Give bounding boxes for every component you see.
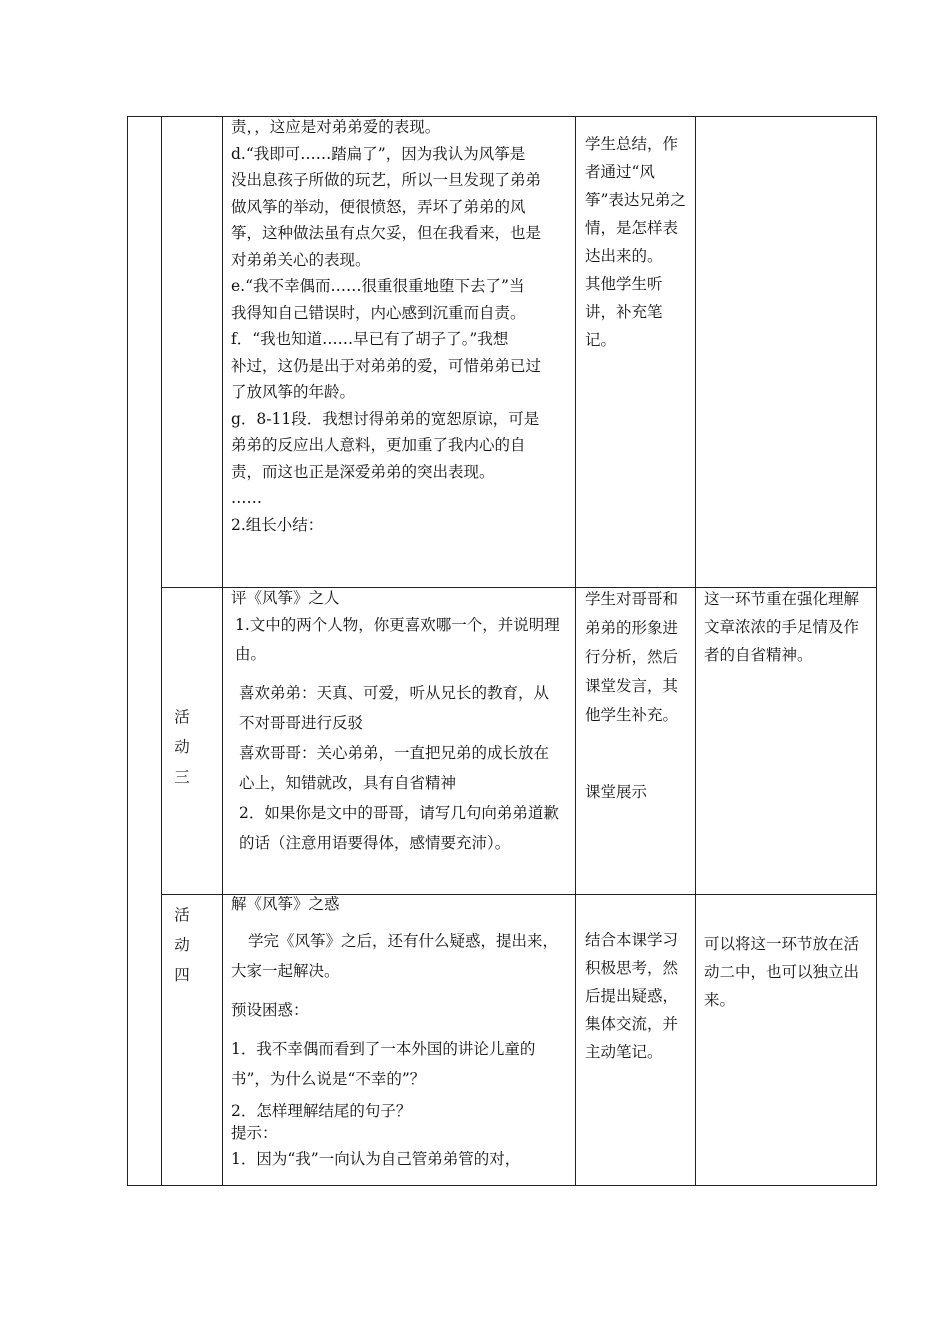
col-divider-1 — [161, 116, 162, 1186]
row2-q2: 2．如果你是文中的哥哥，请写几句向弟弟道歉的话（注意用语要得体，感情要充沛）。 — [239, 804, 559, 852]
row2-design-intent — [704, 585, 870, 669]
row3-design-intent — [704, 930, 870, 1014]
row1-student-line-0: 学生总结，作者通过“风筝”表达兄弟之情，是怎样表达出来的。 — [585, 135, 686, 265]
row3-q1: 1．我不幸偶而看到了一本外国的讲论儿童的书”，为什么说是“不幸的”？ — [231, 1040, 536, 1088]
row1-line-9: 补过，这仍是出于对弟弟的爱，可惜弟弟已过 — [231, 356, 542, 375]
row3-q2: 2．怎样理解结尾的句子？ — [231, 1102, 412, 1120]
row2-teacher-content — [231, 585, 569, 858]
table-bottom-border — [127, 1185, 876, 1186]
row3-student-text: 结合本课学习积极思考，然后提出疑惑，集体交流，并主动笔记。 — [585, 931, 679, 1061]
row2-like-brother-older: 喜欢哥哥：关心弟弟，一直把兄弟的成长放在心上，知错就改，具有自省精神 — [239, 744, 550, 792]
row2-like-brother-younger: 喜欢弟弟：天真、可爱，听从兄长的教育，从不对哥哥进行反驳 — [239, 684, 550, 732]
row3-intro: 学完《风筝》之后，还有什么疑惑，提出来，大家一起解决。 — [231, 932, 559, 980]
activity-three-label: 活 动 三 — [174, 708, 190, 786]
row1-line-1: d.“我即可……踏扁了”，因为我认为风筝是 — [231, 144, 526, 163]
row1-line-7: 我得知自己错误时，内心感到沉重而自责。 — [231, 303, 526, 322]
row3-hint-1: 1．因为“我”一向认为自己管弟弟管的对， — [231, 1150, 521, 1168]
row2-student-show: 课堂展示 — [585, 783, 648, 801]
row1-line-12: 弟弟的反应出人意料，更加重了我内心的自 — [231, 436, 526, 454]
row2-title: 评《风筝》之人 — [231, 589, 340, 607]
row1-line-6: e.“我不幸偶而……很重很重地堕下去了”当 — [231, 277, 525, 295]
row1-line-15: 2.组长小结： — [231, 515, 324, 534]
row3-hint: 提示： — [231, 1124, 278, 1142]
row1-line-13: 责，而这也正是深爱弟弟的突出表现。 — [231, 462, 495, 481]
row2-intent-text: 这一环节重在强化理解文章浓浓的手足情及作者的自省精神。 — [704, 590, 860, 664]
row1-teacher-content — [231, 114, 569, 538]
row1-line-4: 筝，这种做法虽有点欠妥，但在我看来，也是 — [231, 224, 542, 242]
row1-line-5: 对弟弟关心的表现。 — [231, 250, 371, 269]
row1-line-0: 责，，这应是对弟弟爱的表现。 — [231, 118, 441, 136]
row2-q1: 1.文中的两个人物，你更喜欢哪一个，并说明理由。 — [235, 616, 560, 663]
row1-line-11: g．8-11段．我想讨得弟弟的宽恕原谅，可是 — [231, 409, 540, 428]
row3-student-activity — [585, 926, 689, 1066]
table-left-border — [127, 116, 128, 1186]
row1-student-activity — [585, 130, 687, 354]
row3-title: 解《风筝》之惑 — [231, 895, 340, 913]
row2-student-text: 学生对哥哥和弟弟的形象进行分析，然后课堂发言，其他学生补充。 — [585, 590, 679, 724]
col-divider-3 — [575, 116, 576, 1186]
row1-line-8: f．“我也知道……早已有了胡子了。”我想 — [231, 330, 509, 348]
row1-line-10: 了放风筝的年龄。 — [231, 383, 356, 401]
row1-line-14: …… — [231, 489, 262, 507]
row1-line-3: 做风筝的举动，便很愤怒，弄坏了弟弟的风 — [231, 197, 526, 216]
col-divider-2 — [222, 116, 223, 1186]
row1-student-line-1: 其他学生听讲，补充笔记。 — [585, 275, 663, 349]
col-divider-4 — [695, 116, 696, 1186]
row3-intent-text: 可以将这一环节放在活动二中，也可以独立出来。 — [704, 935, 860, 1009]
row3-teacher-content — [231, 892, 569, 1170]
activity-four-label: 活 动 四 — [174, 906, 190, 984]
row3-preset: 预设困惑： — [231, 1001, 309, 1019]
table-right-border — [876, 116, 877, 1186]
row2-student-activity — [585, 585, 687, 807]
row1-line-2: 没出息孩子所做的玩艺，所以一旦发现了弟弟 — [231, 171, 542, 189]
